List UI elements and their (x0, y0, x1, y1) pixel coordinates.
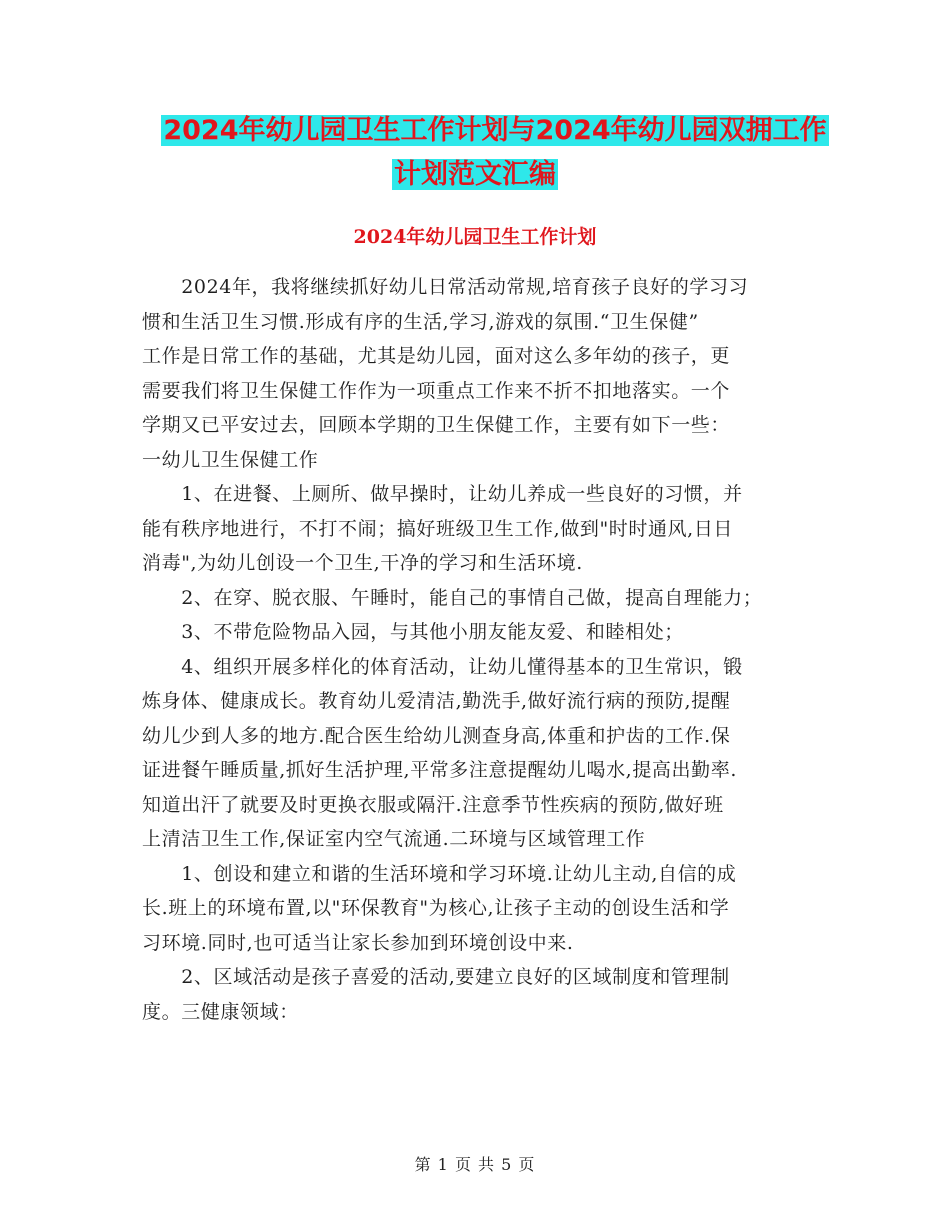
body-line: 长.班上的环境布置,以"环保教育"为核心,让孩子主动的创设生活和学 (142, 897, 730, 919)
body-line: 能有秩序地进行，不打不闹；搞好班级卫生工作,做到"时时通风,日日 (142, 517, 734, 540)
section-heading: 2024年幼儿园卫生工作计划 (353, 226, 597, 248)
body-line: 炼身体、健康成长。教育幼儿爱清洁,勤洗手,做好流行病的预防,提醒 (142, 690, 731, 712)
body-line: 惯和生活卫生习惯.形成有序的生活,学习,游戏的氛围.“卫生保健” (142, 310, 699, 333)
body-text (142, 270, 812, 1029)
body-line: 度。三健康领域： (142, 1000, 299, 1023)
body-line: 消毒",为幼儿创设一个卫生,干净的学习和生活环境. (142, 552, 583, 574)
document-title-line-2 (0, 152, 950, 198)
body-line: 一幼儿卫生保健工作 (142, 448, 319, 471)
page-footer: 第 1 页 共 5 页 (414, 1155, 536, 1174)
body-line: 知道出汗了就要及时更换衣服或隔汗.注意季节性疾病的预防,做好班 (142, 793, 724, 816)
body-line: 工作是日常工作的基础，尤其是幼儿园，面对这么多年幼的孩子，更 (142, 345, 731, 367)
body-line: 1、在进餐、上厕所、做早操时，让幼儿养成一些良好的习惯，并 (142, 483, 743, 505)
body-line: 上清洁卫生工作,保证室内空气流通.二环境与区域管理工作 (142, 828, 646, 850)
document-title-text-2: 计划范文汇编 (394, 159, 556, 190)
body-line: 学期又已平安过去，回顾本学期的卫生保健工作，主要有如下一些： (142, 414, 731, 436)
body-line: 2024年，我将继续抓好幼儿日常活动常规,培育孩子良好的学习习 (142, 276, 749, 298)
body-line: 3、不带危险物品入园，与其他小朋友能友爱、和睦相处； (142, 621, 684, 643)
body-line: 习环境.同时,也可适当让家长参加到环境创设中来. (142, 931, 574, 954)
body-line: 1、创设和建立和谐的生活环境和学习环境.让幼儿主动,自信的成 (142, 862, 737, 885)
document-title-text-1: 2024年幼儿园卫生工作计划与2024年幼儿园双拥工作 (163, 115, 827, 146)
document-title-line-1 (20, 108, 950, 154)
body-line: 2、区域活动是孩子喜爱的活动,要建立良好的区域制度和管理制 (142, 966, 730, 988)
body-line: 4、组织开展多样化的体育活动，让幼儿懂得基本的卫生常识，锻 (142, 655, 743, 678)
body-line: 幼儿少到人多的地方.配合医生给幼儿测查身高,体重和护齿的工作.保 (142, 724, 731, 747)
body-line: 需要我们将卫生保健工作作为一项重点工作来不折不扣地落实。一个 (142, 379, 731, 402)
body-line: 证进餐午睡质量,抓好生活护理,平常多注意提醒幼儿喝水,提高出勤率. (142, 759, 737, 781)
body-line: 2、在穿、脱衣服、午睡时，能自己的事情自己做，提高自理能力； (142, 586, 763, 609)
